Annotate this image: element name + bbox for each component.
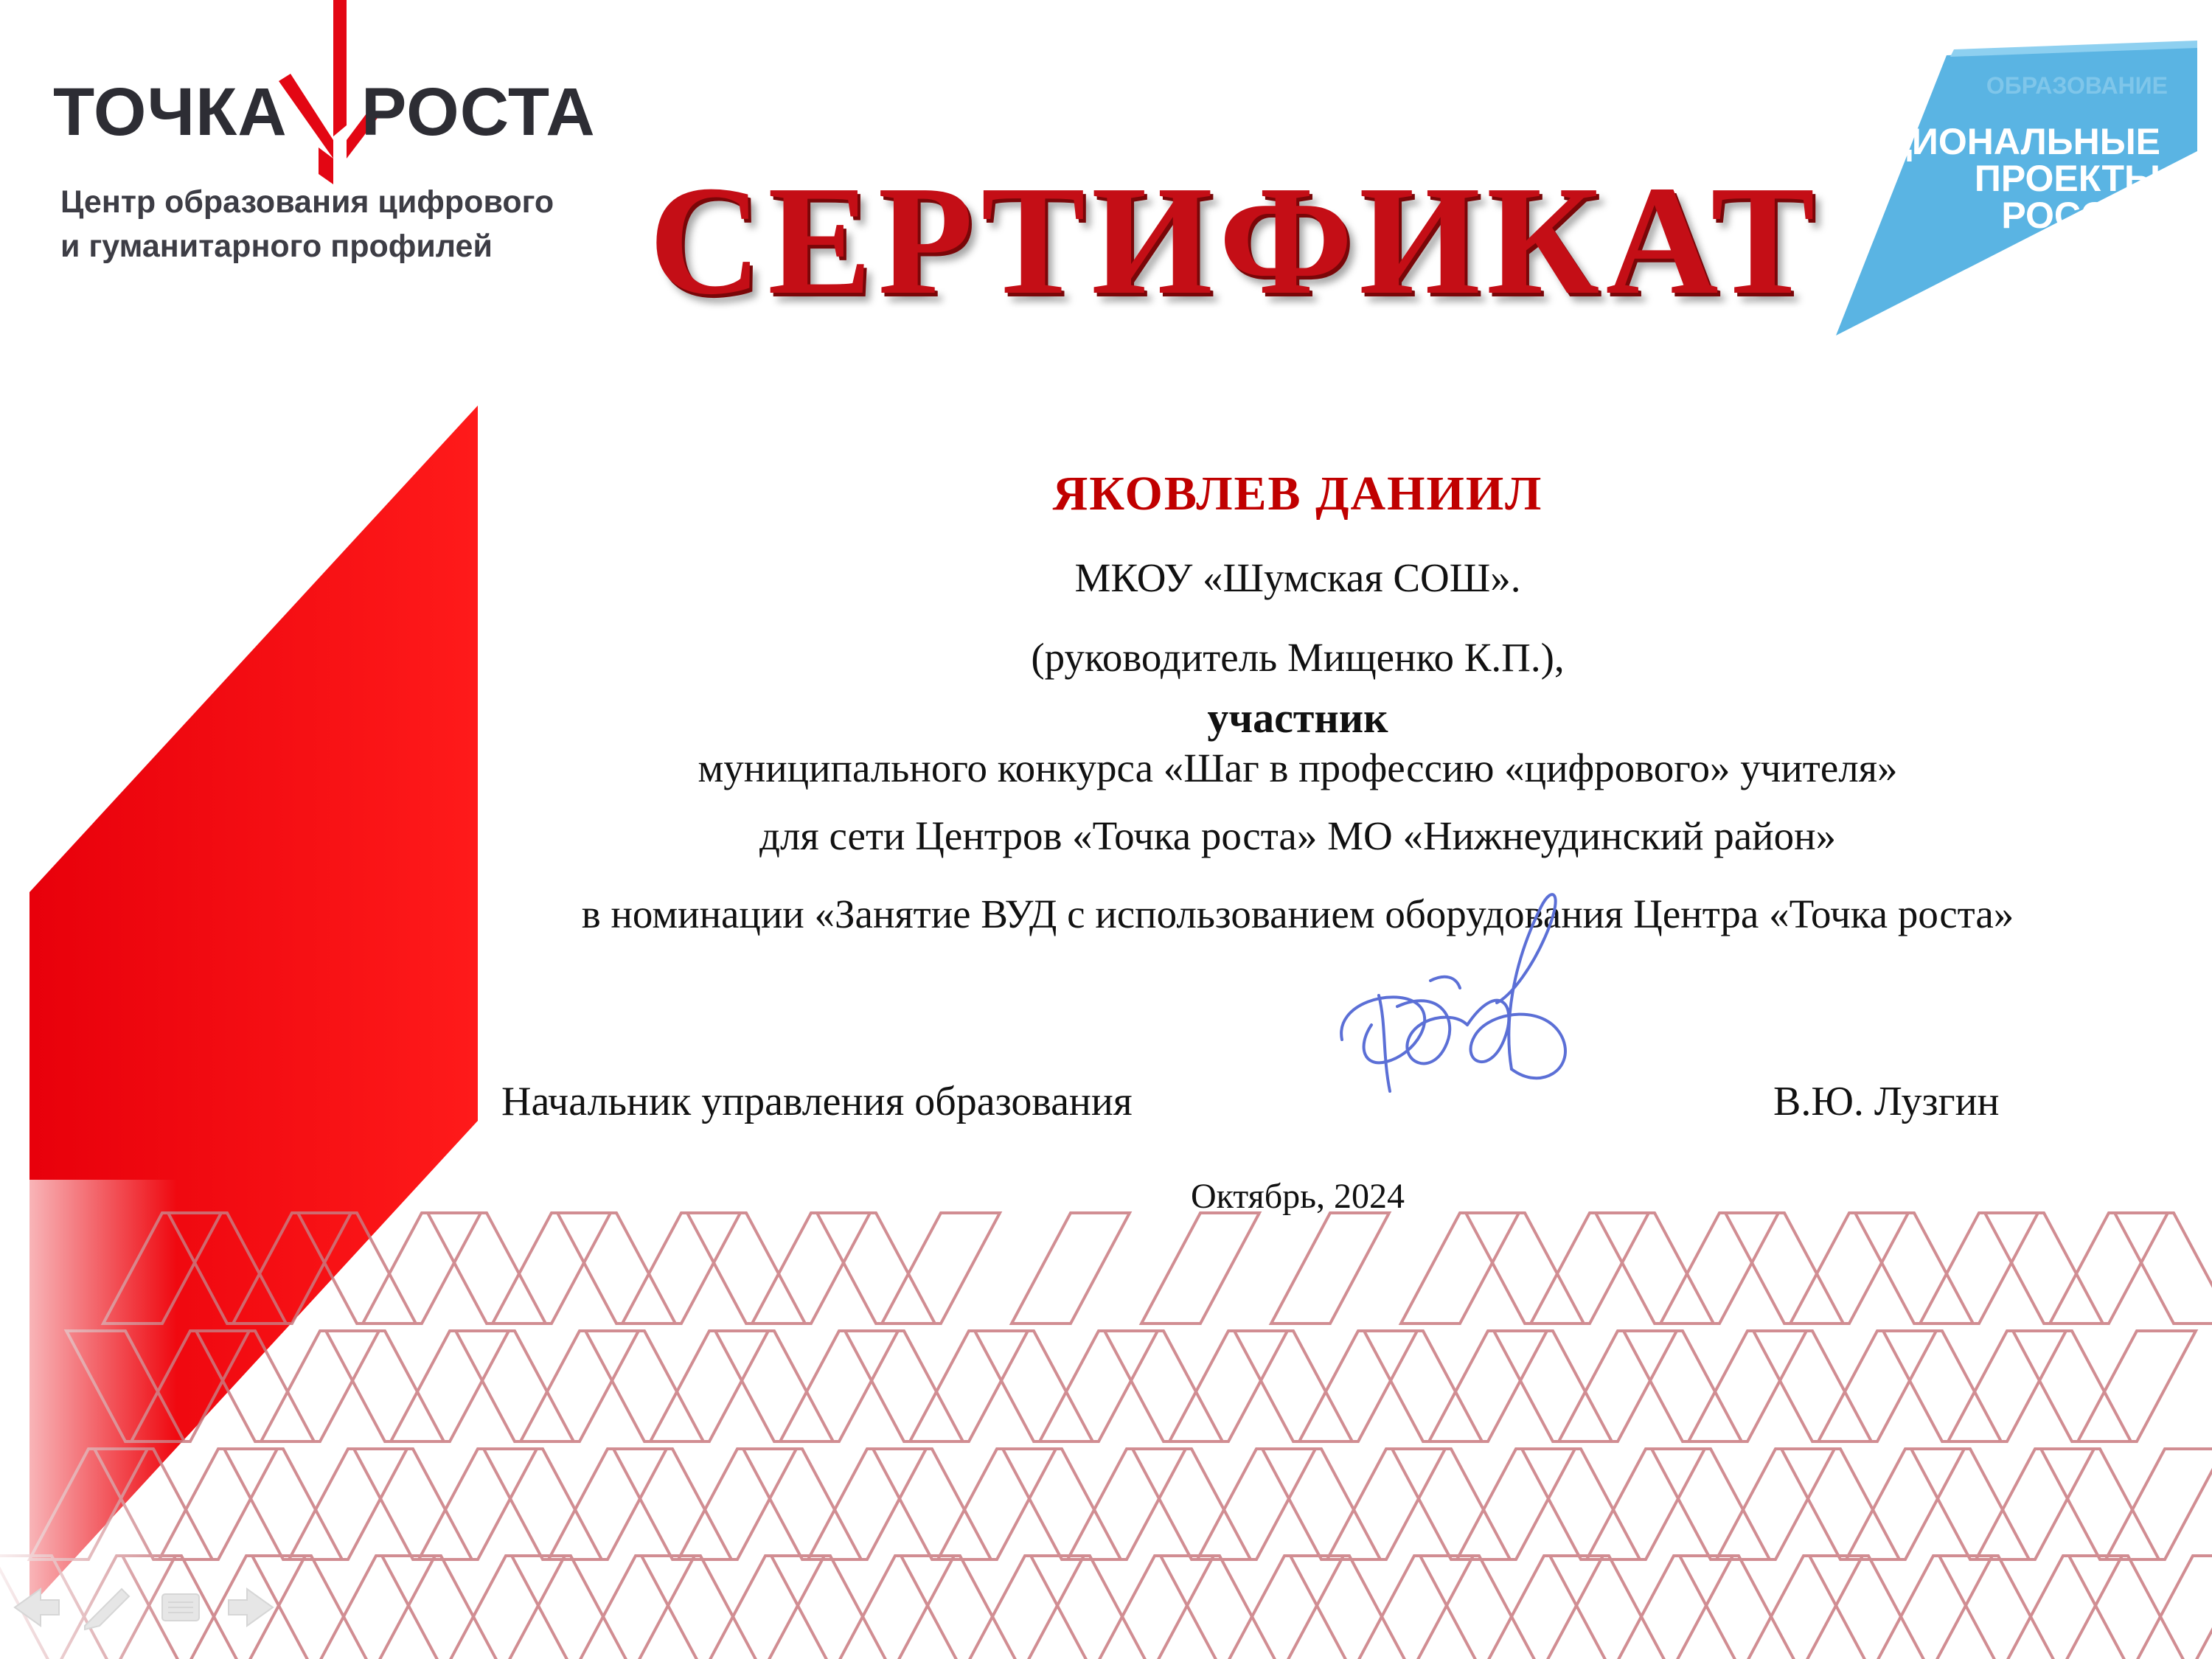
nomination-line: в номинации «Занятие ВУД с использованием оборудования Центра «Точка роста» bbox=[581, 891, 2014, 936]
logo-subtitle-line2: и гуманитарного профилей bbox=[60, 229, 493, 264]
np-line1: НАЦИОНАЛЬНЫЕ bbox=[1832, 121, 2160, 162]
participant-role: участник bbox=[1207, 694, 1388, 742]
logo-word-rosta: РОСТА bbox=[361, 74, 596, 150]
school-name: МКОУ «Шумская СОШ». bbox=[1074, 555, 1521, 600]
chief-name: В.Ю. Лузгин bbox=[1773, 1079, 2000, 1124]
np-line2: ПРОЕКТЫ bbox=[1974, 158, 2160, 199]
recipient-name: ЯКОВЛЕВ ДАНИИЛ bbox=[1052, 467, 1543, 521]
national-projects-logo bbox=[1829, 41, 2212, 350]
back-arrow-icon[interactable] bbox=[15, 1589, 59, 1626]
slide-nav-controls bbox=[11, 1578, 276, 1637]
certificate-title: СЕРТИФИКАТ bbox=[649, 153, 1821, 327]
contest-line-1: муниципального конкурса «Шаг в профессию «цифрового» учителя» bbox=[698, 745, 1898, 790]
signature bbox=[1327, 877, 1607, 1121]
pattern-fade bbox=[0, 1180, 2212, 1659]
menu-icon[interactable] bbox=[162, 1594, 199, 1621]
issue-date: Октябрь, 2024 bbox=[1190, 1177, 1405, 1216]
np-line3: РОССИИ bbox=[2001, 195, 2160, 236]
logo-word-tochka: ТОЧКА bbox=[53, 74, 288, 150]
tochka-rosta-logo bbox=[44, 0, 596, 280]
logo-subtitle-line1: Центр образования цифрового bbox=[60, 184, 554, 220]
forward-arrow-icon[interactable] bbox=[229, 1589, 273, 1626]
supervisor-line: (руководитель Мищенко К.П.), bbox=[1031, 635, 1565, 680]
chief-title: Начальник управления образования bbox=[501, 1079, 1133, 1124]
contest-line-2: для сети Центров «Точка роста» МО «Нижнеудинский район» bbox=[759, 813, 1836, 858]
pen-icon[interactable] bbox=[85, 1589, 129, 1630]
np-small-label: ОБРАЗОВАНИЕ bbox=[1986, 72, 2168, 99]
